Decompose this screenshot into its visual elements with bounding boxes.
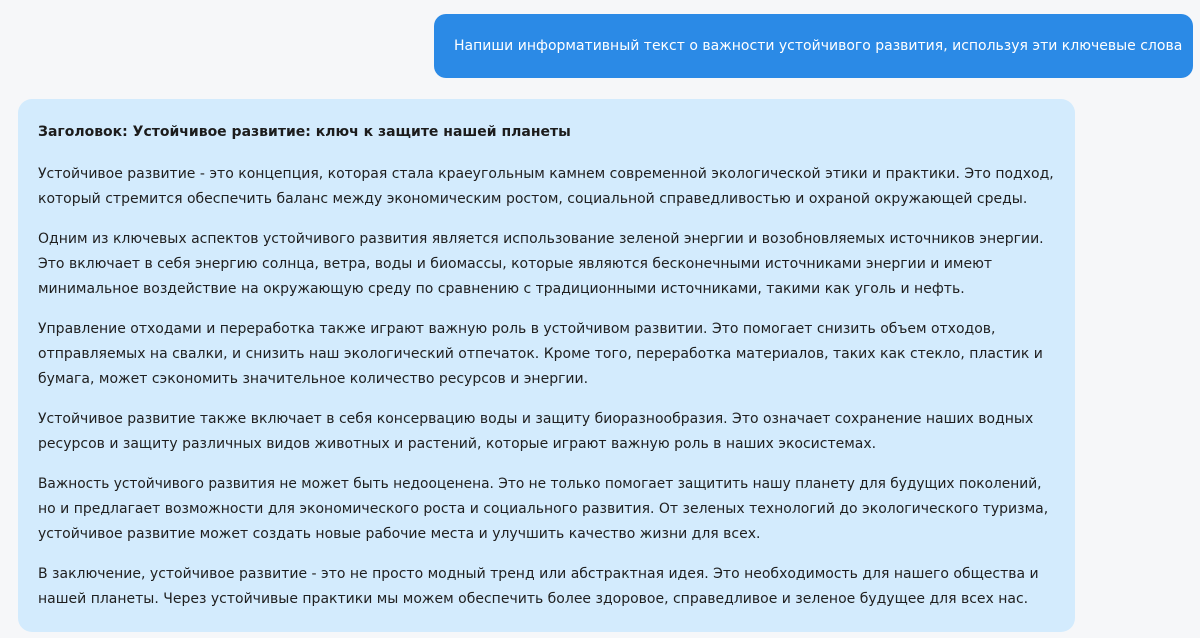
user-message-text: Напиши информативный текст о важности устойчивого развития, используя эти ключевые слова	[454, 38, 1183, 54]
paragraph-line: Важность устойчивого развития не может быть недооценена. Это не только помогает защитить нашу планету для будущих поколений,	[38, 476, 1042, 492]
paragraph-line: отправляемых на свалки, и снизить наш экологический отпечаток. Кроме того, переработка материалов, таких как стекло, пластик и	[38, 346, 1043, 362]
paragraph-line: бумага, может сэкономить значительное количество ресурсов и энергии.	[38, 371, 589, 387]
user-message-bubble	[434, 14, 1193, 78]
paragraph-line: Одним из ключевых аспектов устойчивого развития является использование зеленой энергии и возобновляемых источников энергии.	[38, 231, 1044, 247]
assistant-paragraph	[38, 472, 1055, 547]
paragraph-line: ресурсов и защиту различных видов животных и растений, которые играют важную роль в наших экосистемах.	[38, 436, 877, 452]
assistant-paragraph	[38, 317, 1055, 392]
paragraph-line: Устойчивое развитие - это концепция, которая стала краеугольным камнем современной экологической этики и практики. Это подход,	[38, 166, 1054, 182]
paragraph-line: но и предлагает возможности для экономического роста и социального развития. От зеленых технологий до экологического туризма,	[38, 501, 1049, 517]
paragraph-line: нашей планеты. Через устойчивые практики мы можем обеспечить более здоровое, справедливое и зеленое будущее для всех нас.	[38, 591, 1029, 607]
paragraph-line: Устойчивое развитие также включает в себя консервацию воды и защиту биоразнообразия. Это означает сохранение наших водных	[38, 411, 1034, 427]
paragraph-line: Это включает в себя энергию солнца, ветра, воды и биомассы, которые являются бесконечными источниками энергии и имеют	[38, 256, 993, 272]
assistant-message-bubble	[18, 99, 1075, 632]
assistant-paragraph	[38, 562, 1055, 612]
assistant-message-title: Заголовок: Устойчивое развитие: ключ к защите нашей планеты	[38, 124, 571, 140]
paragraph-line: который стремится обеспечить баланс между экономическим ростом, социальной справедливостью и охраной окружающей среды.	[38, 191, 1028, 207]
assistant-paragraph	[38, 407, 1055, 457]
paragraph-line: В заключение, устойчивое развитие - это не просто модный тренд или абстрактная идея. Это необходимость для нашего общества и	[38, 566, 1039, 582]
paragraph-line: минимальное воздействие на окружающую среду по сравнению с традиционными источниками, такими как уголь и нефть.	[38, 281, 965, 297]
paragraph-line: Управление отходами и переработка также играют важную роль в устойчивом развитии. Это помогает снизить объем отходов,	[38, 321, 996, 337]
assistant-paragraph	[38, 227, 1055, 302]
paragraph-line: устойчивое развитие может создать новые рабочие места и улучшить качество жизни для всех.	[38, 526, 761, 542]
assistant-paragraph	[38, 162, 1055, 212]
